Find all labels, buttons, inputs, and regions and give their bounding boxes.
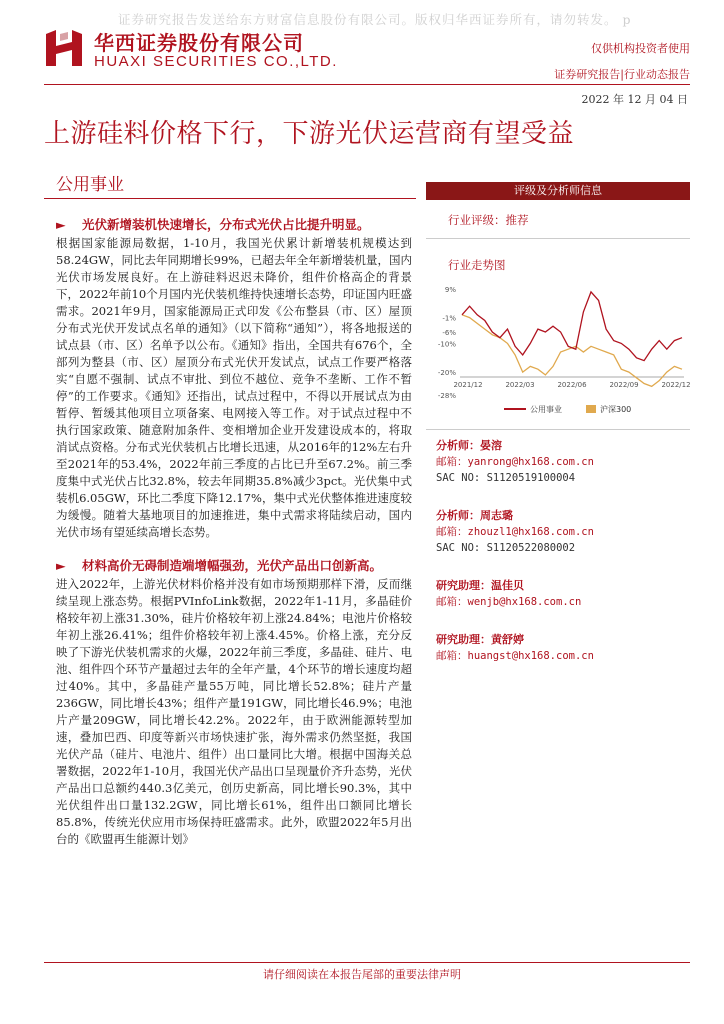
- watermark: 证券研究报告发送给东方财富信息股份有限公司。版权归华西证券所有，请勿转发。 p: [118, 12, 632, 27]
- bullet-arrow-icon: ►: [56, 558, 66, 573]
- footer-divider: [44, 962, 690, 963]
- audience-note: 仅供机构投资者使用: [591, 42, 690, 55]
- company-name-cn: 华西证券股份有限公司: [94, 31, 304, 55]
- trend-title: 行业走势图: [448, 258, 506, 272]
- point-heading-1: ► 光伏新增装机快速增长，分布式光伏占比提升明显。: [56, 217, 370, 232]
- analyst-block: [426, 578, 690, 610]
- analyst-block: [426, 508, 690, 556]
- footer-disclaimer: 请仔细阅读在本报告尾部的重要法律声明: [263, 968, 461, 981]
- analyst-email[interactable]: 邮箱：huangst@hx168.com.cn: [436, 650, 594, 662]
- spacer: [426, 486, 690, 500]
- series-line-hs300: [462, 315, 682, 387]
- analyst-email[interactable]: 邮箱：zhouzl1@hx168.com.cn: [436, 526, 594, 538]
- x-tick-label: 2022/06: [557, 381, 587, 389]
- header-divider: [44, 84, 690, 85]
- report-date: 2022 年 12 月 04 日: [581, 93, 688, 106]
- bullet-arrow-icon: ►: [56, 217, 66, 232]
- spacer: [426, 556, 690, 570]
- y-tick-label: -6%: [442, 328, 456, 337]
- main-text: [56, 216, 412, 848]
- spacer: [426, 610, 690, 624]
- analyst-email[interactable]: 邮箱：wenjb@hx168.com.cn: [436, 596, 582, 608]
- x-tick-label: 2022/09: [609, 381, 639, 389]
- section-divider: [44, 198, 416, 199]
- x-tick-label: 2022/03: [505, 381, 535, 389]
- rating-box-title: 评级及分析师信息: [426, 182, 690, 200]
- analyst-email[interactable]: 邮箱：yanrong@hx168.com.cn: [436, 456, 594, 468]
- y-tick-label: -10%: [437, 340, 456, 349]
- y-tick-label: 9%: [444, 286, 456, 294]
- sidebar: [426, 182, 690, 664]
- analyst-name: 研究助理：黄舒婷: [436, 633, 524, 646]
- sidebar-divider: [426, 429, 690, 430]
- point-body-1: 根据国家能源局数据，1-10月，我国光伏累计新增装机规模达到58.24GW，同比去年同期增长99%，已超去年全年新增装机量，国内光伏市场发展良好。在上游硅料迟迟未降价，组件价格高企的背景下，2022年前10个月国内光伏装机维持快速增长态势，印证国内旺盛需求。2021年9月，国家能源局正式印发《公布整县（市、区）屋顶分布式光伏开发试点名单的通知》（以下简称“通知”），将各地报送的试点县（市、区）名单予以公布。《通知》指出，全国共有676个，全部列为整县（市、区）屋顶分布式光伏开发试点，试点工作要严格落实“自愿不强制、试点不审批、到位不越位、竞争不垄断、工作不暂停”的工作要求。《通知》还指出，试点过程中，不得以开展试点为由暂停、暂缓其他项目立项备案、电网接入等工作。对于试点过程中不执行国家政策、随意附加条件、变相增加企业开发建设成本的，将取消试点资格。分布式光伏装机占比增长迅速，从2016年的12%左右升至2021年的53.4%，2022年前三季度的占比已升至67.2%。前三季度集中式光伏占比32.8%，较去年同期35.8%减少3pct。光伏集中式装机6.05GW，环比二季度下降12.17%，集中式光伏整体推进速度较为缓慢。随着大基地项目的加速推进，集中式需求将陆续启动，国内光伏市场有望延续高增长态势。: [56, 236, 412, 539]
- y-tick-label: -1%: [442, 314, 456, 323]
- analyst-block: [426, 632, 690, 664]
- analyst-sac: SAC NO: S1120522080002: [436, 542, 576, 554]
- report-type: 证券研究报告|行业动态报告: [554, 68, 690, 81]
- series-line-utilities: [462, 292, 682, 361]
- x-tick-label: 2022/12: [661, 381, 690, 389]
- legend-label: 沪深300: [600, 405, 632, 414]
- report-title: 上游硅料价格下行，下游光伏运营商有望受益: [44, 119, 575, 149]
- analyst-name: 分析师：周志璐: [436, 509, 513, 522]
- analyst-name: 研究助理：温佳贝: [436, 579, 524, 592]
- huaxi-logo-icon: [44, 28, 84, 68]
- trend-chart: [426, 281, 690, 421]
- point-body-2: 进入2022年，上游光伏材料价格并没有如市场预期那样下滑，反而继续呈现上涨态势。根据PVInfoLink数据，2022年1-11月，多晶硅价格较年初上涨31.30%，硅片价格较年初上涨24.84%；电池片价格较年初上涨26.41%；组件价格较年初上涨4.45%。价格上涨，充分反映了下游光伏装机需求的火爆，2022年前三季度，多晶硅、硅片、电池、组件四个环节产量超过去年的全年产量，4个环节的增长速度均超过40%。其中，多晶硅产量55万吨，同比增长52.8%；硅片产量236GW，同比增长43%；组件产量191GW，同比增长46.9%；电池片产量209GW，同比增长42.2%。2022年，由于欧洲能源转型加速，叠加巴西、印度等新兴市场快速扩张，海外需求仍然坚挺，我国光伏产品（硅片、电池片、组件）出口量同比大增。根据中国海关总署数据，2022年1-10月，我国光伏产品出口呈现量价齐升态势，光伏产品出口总额约440.3亿美元，创历史新高，同比增长90.3%，其中光伏组件出口量132.2GW，同比增长61%，组件出口额同比增长85.8%，传统光伏应用市场保持旺盛需求。此外，欧盟2022年5月出台的《欧盟再生能源计划》: [56, 577, 412, 846]
- x-tick-label: 2021/12: [453, 381, 483, 389]
- legend-label: 公用事业: [530, 405, 562, 414]
- sidebar-divider: [426, 238, 690, 239]
- y-tick-label: -28%: [437, 392, 456, 400]
- industry-rating: 行业评级：推荐: [448, 213, 529, 227]
- analyst-sac: SAC NO: S1120519100004: [436, 472, 576, 484]
- legend-swatch-hs300: [586, 405, 596, 413]
- y-tick-label: -20%: [437, 369, 456, 378]
- section-title: 公用事业: [56, 175, 124, 195]
- analyst-block: [426, 438, 690, 486]
- point-heading-2: ► 材料高价无碍制造端增幅强劲，光伏产品出口创新高。: [56, 558, 383, 573]
- analyst-name: 分析师：晏溶: [436, 439, 502, 452]
- company-name-en: HUAXI SECURITIES CO.,LTD.: [94, 53, 338, 70]
